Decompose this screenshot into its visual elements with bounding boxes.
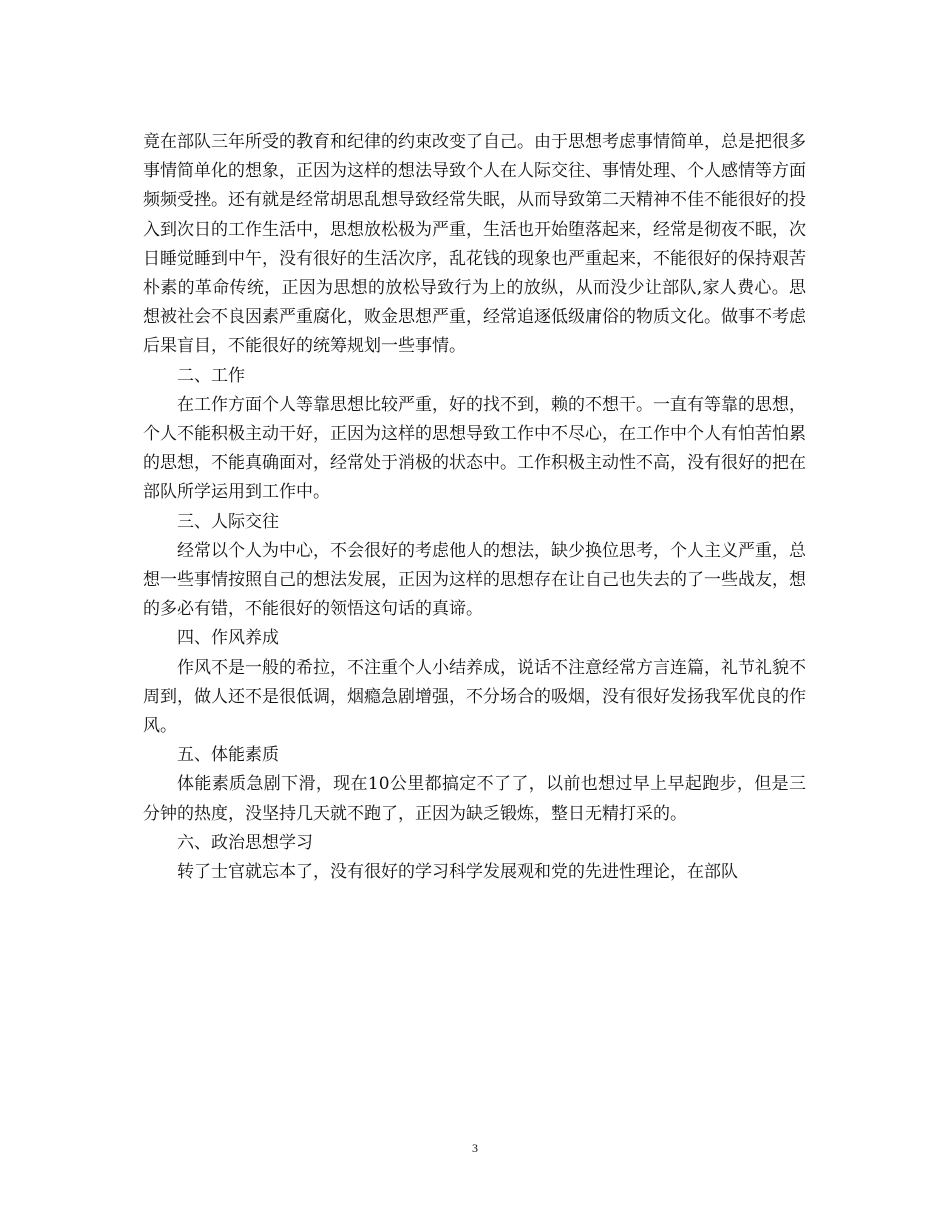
section-heading: 六、政治思想学习	[177, 832, 313, 853]
section-heading: 四、作风养成	[177, 628, 279, 649]
paragraph: 在工作方面个人等靠思想比较严重，好的找不到，赖的不想干。一直有等靠的思想，个人不能积极主动干好，正因为这样的思想导致工作中不尽心，在工作中个人有怕苦怕累的思想，不能真确面对，经常处于消极的状态中。工作积极主动性不高，没有很好的把在部队所学运用到工作中。	[143, 394, 806, 503]
section-heading: 三、人际交往	[177, 511, 279, 532]
section-heading: 五、体能素质	[177, 745, 279, 766]
paragraph: 经常以个人为中心，不会很好的考虑他人的想法，缺少换位思考，个人主义严重，总想一些事情按照自己的想法发展，正因为这样的思想存在让自己也失去的了一些战友，想的多必有错，不能很好的领悟这句话的真谛。	[143, 540, 806, 620]
paragraph: 体能素质急剧下滑，现在10公里都搞定不了了，以前也想过早上早起跑步，但是三分钟的热度，没坚持几天就不跑了，正因为缺乏锻炼，整日无精打采的。	[143, 774, 806, 824]
paragraph: 转了士官就忘本了，没有很好的学习科学发展观和党的先进性理论，在部队	[177, 862, 738, 883]
page-number: 3	[472, 1141, 478, 1155]
paragraph: 竟在部队三年所受的教育和纪律的约束改变了自己。由于思想考虑事情简单，总是把很多事情简单化的想象，正因为这样的想法导致个人在人际交往、事情处理、个人感情等方面频频受挫。还有就是经常胡思乱想导致经常失眠，从而导致第二天精神不佳不能很好的投入到次日的工作生活中，思想放松极为严重，生活也开始堕落起来，经常是彻夜不眠，次日睡觉睡到中午，没有很好的生活次序，乱花钱的现象也严重起来，不能很好的保持艰苦朴素的革命传统，正因为思想的放松导致行为上的放纵，从而没少让部队,家人费心。思想被社会不良因素严重腐化，败金思想严重，经常追逐低级庸俗的物质文化。做事不考虑后果盲目，不能很好的统筹规划一些事情。	[143, 132, 806, 357]
paragraph: 作风不是一般的希拉，不注重个人小结养成，说话不注意经常方言连篇，礼节礼貌不周到，做人还不是很低调，烟瘾急剧增强，不分场合的吸烟，没有很好发扬我军优良的作风。	[143, 657, 806, 737]
section-heading: 二、工作	[177, 365, 245, 386]
document-body	[143, 128, 806, 887]
